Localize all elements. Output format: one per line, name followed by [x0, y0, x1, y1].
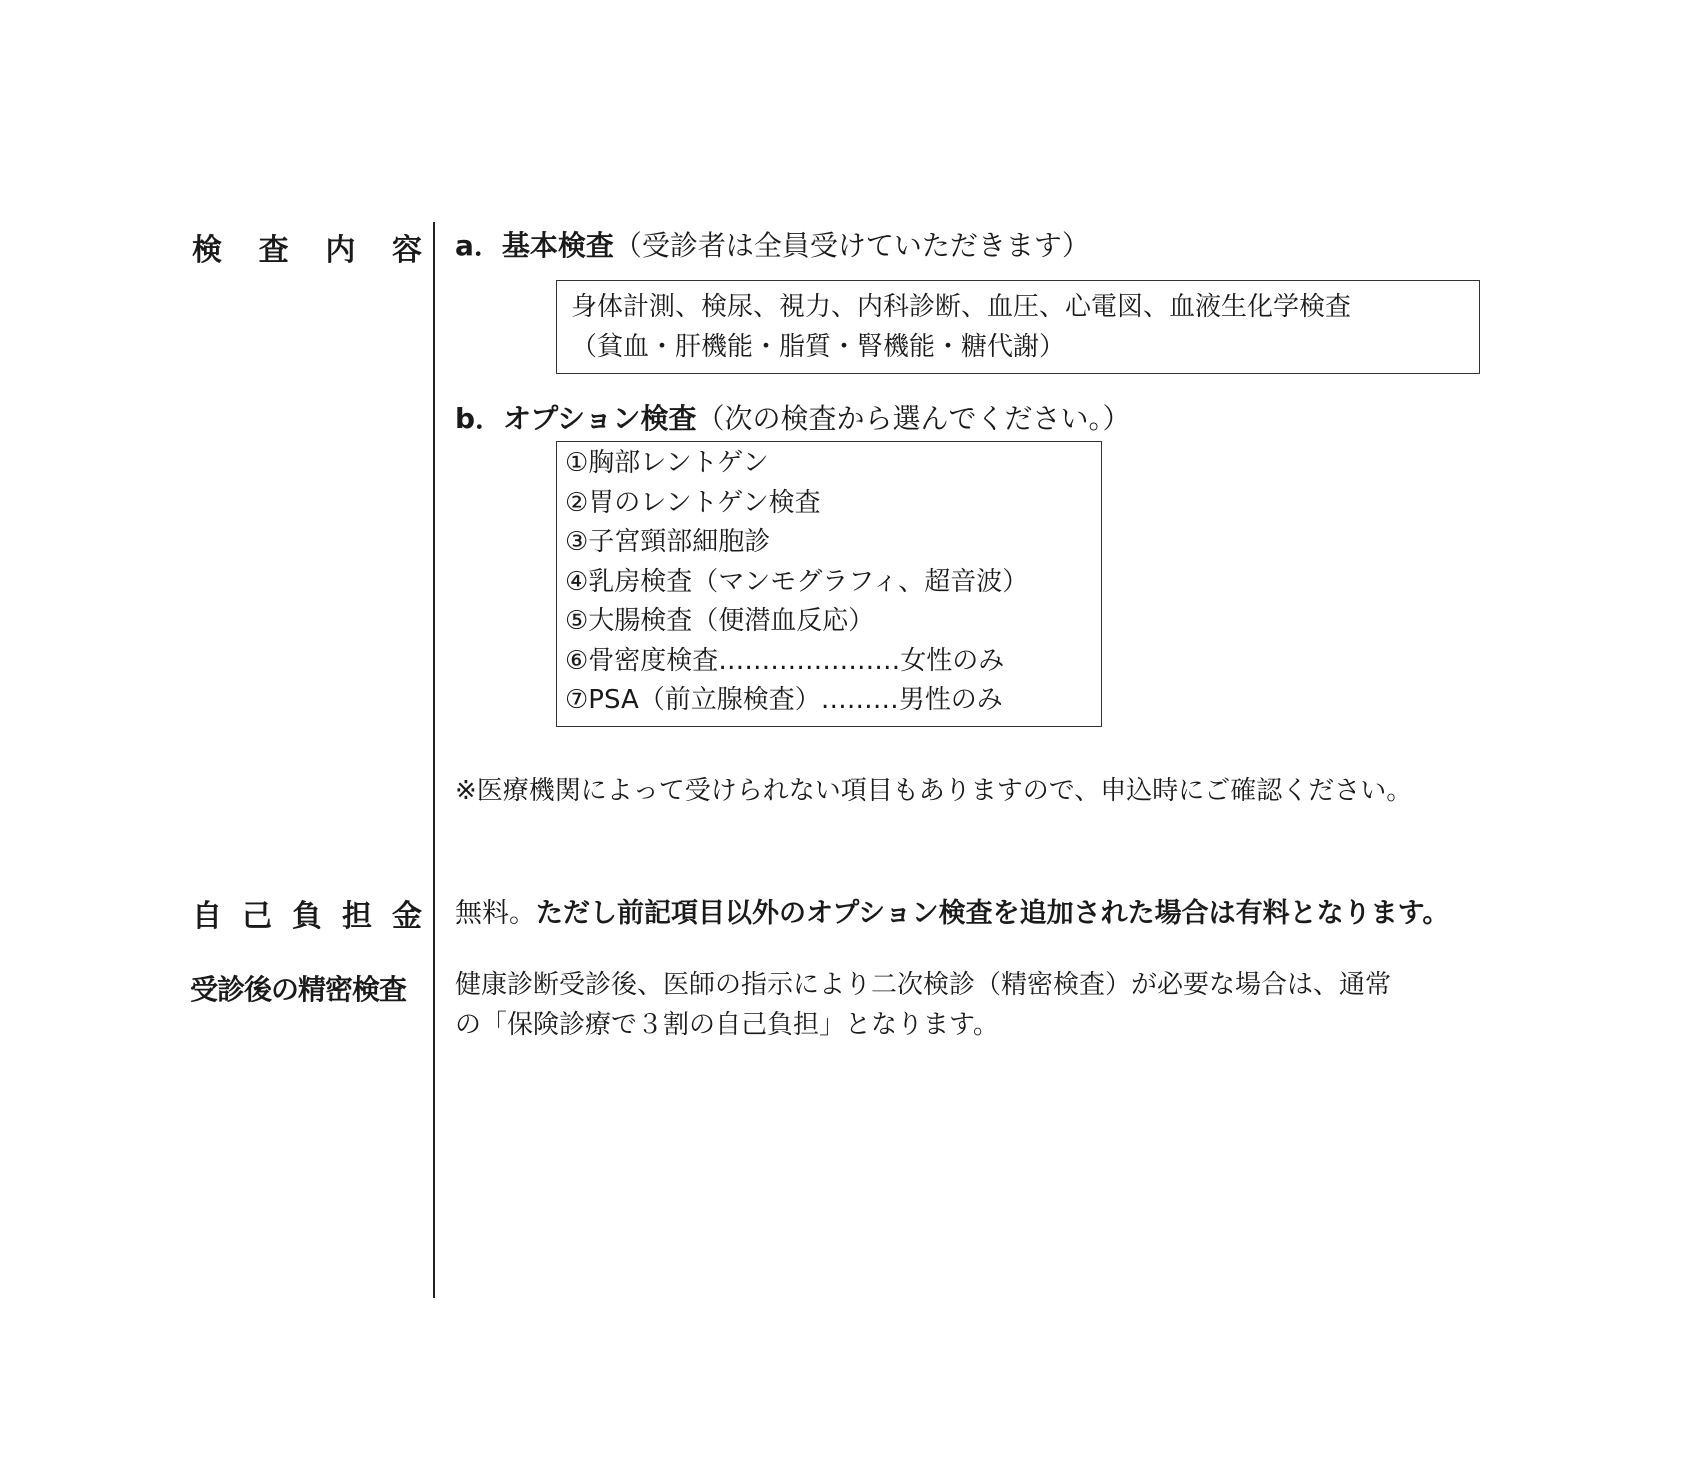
label-char: 負: [292, 899, 322, 934]
option-exam-heading: [455, 397, 1131, 437]
after-exam-line: 健康診断受診後、医師の指示により二次検診（精密検査）が必要な場合は、通常: [455, 970, 1392, 1000]
option-item: ⑦PSA（前立腺検査）………男性のみ: [565, 685, 1003, 715]
basic-exam-title: a．基本検査: [455, 229, 614, 262]
after-exam-line: の「保険診療で３割の自己負担」となります。: [455, 1010, 999, 1040]
label-char: 内: [325, 233, 356, 268]
label-char: 容: [391, 233, 422, 268]
option-item: ⑤大腸検査（便潜血反応）: [565, 606, 875, 636]
self-payment-text: [455, 891, 1449, 930]
option-item: ③子宮頸部細胞診: [565, 527, 771, 557]
option-exam-box: [556, 441, 1102, 727]
label-char: 自: [192, 899, 222, 934]
label-char: 己: [242, 899, 272, 934]
label-self-payment: [192, 891, 422, 935]
basic-exam-note: （受診者は全員受けていただきます）: [613, 229, 1090, 262]
self-payment-detail: ただし前記項目以外のオプション検査を追加された場合は有料となります。: [536, 898, 1450, 929]
basic-exam-heading: [455, 224, 1090, 264]
label-after-exam: 受診後の精密検査: [190, 973, 407, 1006]
label-char: 金: [392, 899, 422, 934]
option-exam-title: b．オプション検査: [455, 402, 697, 435]
facility-note: ※医療機関によって受けられない項目もありますので、申込時にご確認ください。: [455, 776, 1413, 806]
label-exam-content: [192, 225, 422, 269]
after-exam-text: [455, 965, 1391, 1045]
label-char: 検: [192, 233, 222, 268]
option-exam-note: （次の検査から選んでください。）: [696, 402, 1131, 435]
label-char: 担: [342, 899, 372, 934]
option-item: ④乳房検査（マンモグラフィ、超音波）: [565, 566, 1029, 597]
basic-exam-box: [556, 280, 1480, 374]
option-item: ②胃のレントゲン検査: [565, 487, 821, 518]
self-payment-free: 無料。: [455, 898, 536, 929]
basic-exam-line: 身体計測、検尿、視力、内科診断、血圧、心電図、血液生化学検査: [571, 292, 1352, 322]
option-item: ⑥骨密度検査…………………女性のみ: [565, 645, 1005, 676]
option-item: ①胸部レントゲン: [565, 448, 769, 478]
label-char: 査: [258, 233, 289, 268]
basic-exam-line: （貧血・肝機能・脂質・腎機能・糖代謝）: [571, 332, 1066, 362]
column-divider: [433, 222, 435, 1298]
